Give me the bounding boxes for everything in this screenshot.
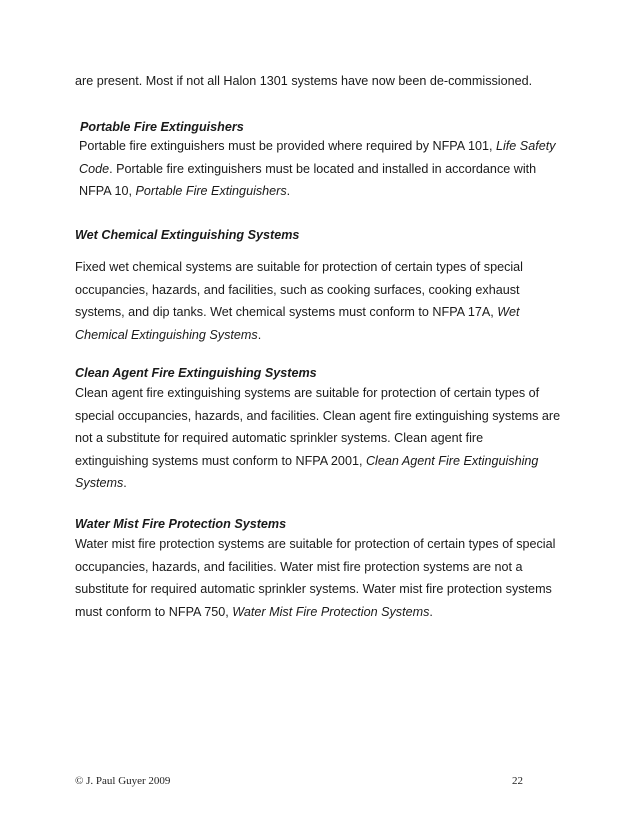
mist-paragraph: [75, 533, 565, 623]
mist-line-2: occupancies, hazards, and facilities. Water mist fire protection systems are not a: [75, 559, 523, 574]
intro-paragraph: [75, 70, 565, 93]
portable-line-1: Portable fire extinguishers must be provided where required by NFPA 101, Life Safety: [79, 139, 556, 153]
clean-line-2: special occupancies, hazards, and facilities. Clean agent fire extinguishing systems are: [75, 408, 561, 423]
portable-paragraph: [79, 135, 569, 203]
mist-heading: Water Mist Fire Protection Systems: [75, 517, 287, 531]
wet-line-1: Fixed wet chemical systems are suitable for protection of certain types of special: [75, 260, 523, 274]
portable-line-2: Code. Portable fire extinguishers must be located and installed in accordance with: [79, 161, 537, 176]
wet-line-2: occupancies, hazards, and facilities, such as cooking surfaces, cooking exhaust: [75, 282, 520, 297]
clean-line-4: extinguishing systems must conform to NFPA 2001, Clean Agent Fire Extinguishing: [75, 453, 539, 468]
portable-line-3: NFPA 10, Portable Fire Extinguishers.: [79, 184, 291, 199]
wet-heading: Wet Chemical Extinguishing Systems: [75, 228, 300, 242]
mist-line-3: substitute for required automatic sprinkler systems. Water mist fire protection systems: [75, 582, 552, 597]
wet-paragraph: [75, 256, 565, 346]
footer-page-number: 22: [512, 775, 523, 787]
wet-line-4: Chemical Extinguishing Systems.: [75, 327, 262, 342]
mist-line-4: must conform to NFPA 750, Water Mist Fire Protection Systems.: [75, 604, 433, 619]
wet-line-3: systems, and dip tanks. Wet chemical systems must conform to NFPA 17A, Wet: [75, 305, 520, 320]
footer-copyright: © J. Paul Guyer 2009: [75, 775, 171, 787]
clean-line-3: not a substitute for required automatic sprinkler systems. Clean agent fire: [75, 431, 484, 446]
intro-line: are present. Most if not all Halon 1301 systems have now been de-commissioned.: [75, 74, 533, 88]
portable-heading: Portable Fire Extinguishers: [80, 120, 244, 134]
clean-paragraph: [75, 382, 565, 495]
clean-line-1: Clean agent fire extinguishing systems are suitable for protection of certain types of: [75, 386, 540, 400]
clean-line-5: Systems.: [75, 476, 127, 491]
clean-heading: Clean Agent Fire Extinguishing Systems: [75, 366, 317, 380]
mist-line-1: Water mist fire protection systems are suitable for protection of certain types of special: [75, 537, 556, 551]
